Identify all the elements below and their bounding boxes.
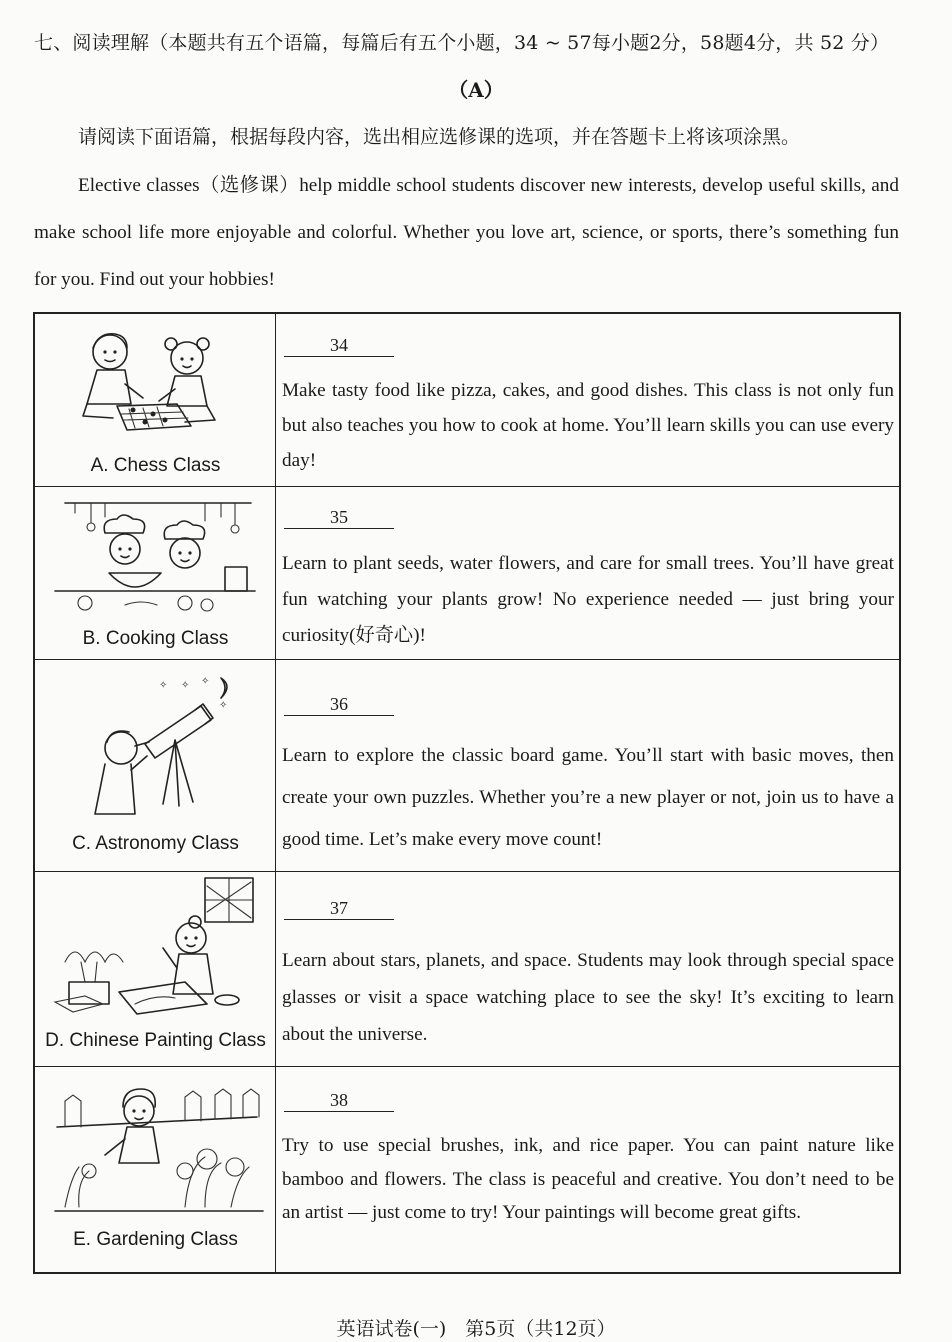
option-cell (35, 1067, 276, 1272)
description-text: Learn to explore the classic board game. You’ll start with basic moves, then create your own puzzles. Whether you’re a new player or not, join us to have a good time. Let’s make every move count! (282, 745, 894, 850)
answer-blank: 36 (284, 693, 394, 716)
astronomy-illustration (35, 660, 276, 840)
svg-text:✧: ✧ (201, 676, 210, 687)
svg-text:✧: ✧ (181, 680, 190, 691)
description-cell (276, 314, 899, 486)
answer-blank: 35 (284, 506, 394, 529)
svg-text:✧: ✧ (159, 680, 168, 691)
option-cell (35, 314, 276, 486)
option-cell (35, 660, 276, 871)
option-label: E. Gardening Class (73, 1229, 238, 1250)
description-cell (276, 1067, 899, 1272)
description-text: Try to use special brushes, ink, and rice paper. You can paint nature like bamboo and flowers. The class is peaceful and creative. You don’t need to be an artist — just come to try! Your paintings will become great gifts. (282, 1135, 894, 1223)
intro-paragraph: Elective classes（选修课）help middle school students discover new interests, develop useful skills, and make school life more enjoyable and colorful. Whether you love art, science, or sports, there’s something fun for you. Find out your hobbies! (34, 175, 899, 290)
table-row (35, 660, 899, 872)
description-text: Learn to plant seeds, water flowers, and care for small trees. You’ll have great fun watching your plants grow! No experience needed — just bring your curiosity(好奇心)! (282, 553, 894, 646)
option-cell (35, 872, 276, 1066)
answer-blank: 38 (284, 1089, 394, 1112)
description-cell (276, 660, 899, 871)
matching-table (33, 312, 901, 1274)
option-label: A. Chess Class (90, 455, 221, 476)
svg-text:✧: ✧ (219, 700, 228, 711)
answer-blank: 37 (284, 897, 394, 920)
description-text: Learn about stars, planets, and space. Students may look through special space glasses or visit a space watching place to see the sky! It’s exciting to learn about the universe. (282, 950, 894, 1045)
option-label: D. Chinese Painting Class (45, 1030, 266, 1051)
part-label: （A） (448, 78, 504, 102)
gardening-illustration (35, 1067, 276, 1227)
page-footer: 英语试卷(一) 第5页（共12页） (336, 1318, 616, 1340)
painting-illustration (35, 872, 276, 1037)
description-text: Make tasty food like pizza, cakes, and good dishes. This class is not only fun but also teaches you how to cook at home. You’ll learn skills you can use every day! (282, 380, 894, 471)
option-label: C. Astronomy Class (72, 833, 239, 854)
description-cell (276, 872, 899, 1066)
table-row (35, 487, 899, 660)
table-row (35, 314, 899, 487)
description-cell (276, 487, 899, 659)
instruction: 请阅读下面语篇，根据每段内容，选出相应选修课的选项，并在答题卡上将该项涂黑。 (78, 126, 801, 148)
option-cell (35, 487, 276, 659)
cooking-illustration (35, 487, 276, 627)
option-label: B. Cooking Class (82, 628, 229, 649)
answer-blank: 34 (284, 334, 394, 357)
section-title: 七、阅读理解（本题共有五个语篇，每篇后有五个小题，34 ~ 57每小题2分，58题4分，共 52 分） (34, 32, 890, 54)
table-row (35, 872, 899, 1067)
table-row (35, 1067, 899, 1272)
chess-illustration (35, 314, 276, 454)
